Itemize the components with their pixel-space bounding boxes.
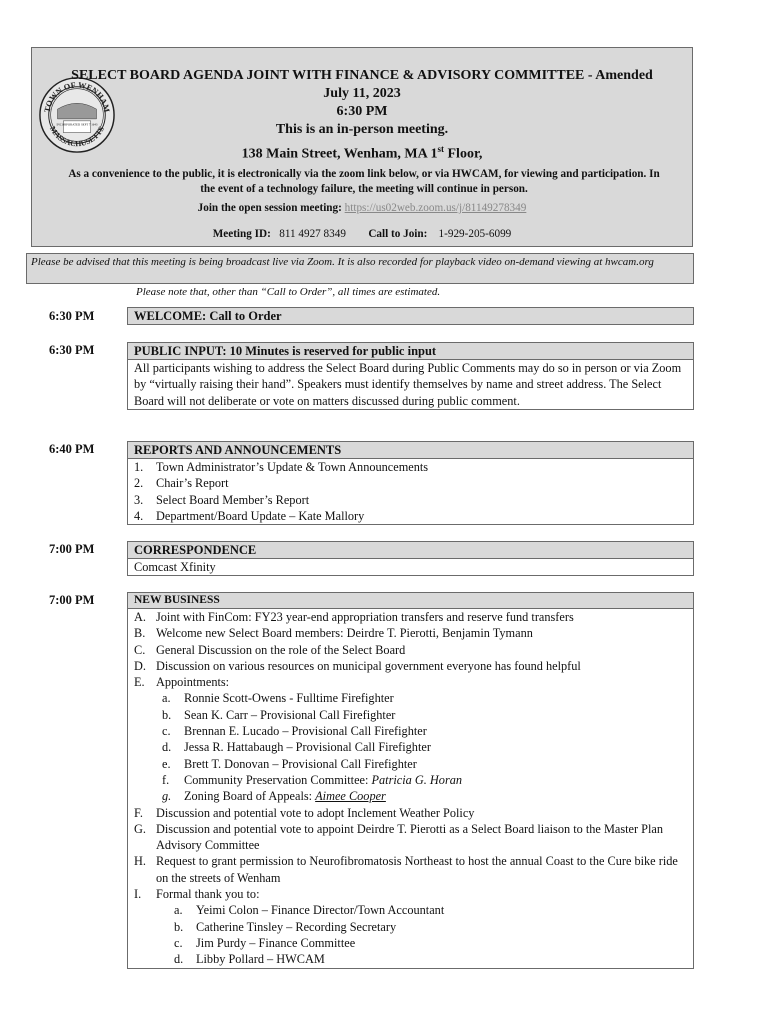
meeting-id-line: Meeting ID: 811 4927 8349 Call to Join: 1-929-205-6099: [212, 228, 512, 240]
meeting-address: 138 Main Street, Wenham, MA 1st Floor,: [241, 144, 483, 162]
zoom-join-line: Join the open session meeting: https://us02web.zoom.us/j/81149278349: [197, 202, 527, 214]
agenda-header: [31, 47, 693, 247]
list-item: E. Appointments:: [134, 675, 230, 690]
appointment-item: d. Jessa R. Hattabaugh – Provisional Call Firefighter: [162, 740, 431, 755]
svg-text:MASSACHUSETTS: MASSACHUSETTS: [47, 124, 106, 149]
meeting-time: 6:30 PM: [336, 104, 388, 119]
meeting-type: This is an in-person meeting.: [275, 122, 449, 137]
correspondence-title: CORRESPONDENCE: [128, 542, 693, 559]
list-item: F. Discussion and potential vote to adopt Inclement Weather Policy: [134, 805, 475, 820]
appointment-item: a. Ronnie Scott-Owens - Fulltime Firefighter: [162, 691, 394, 706]
meeting-date: July 11, 2023: [323, 86, 401, 101]
thanks-item: c. Jim Purdy – Finance Committee: [174, 935, 356, 950]
reports-time: 6:40 PM: [49, 442, 95, 456]
agenda-title: SELECT BOARD AGENDA JOINT WITH FINANCE & ADVISORY COMMITTEE - Amended: [71, 68, 653, 83]
new-business-section: [127, 592, 694, 969]
correspondence-body: Comcast Xfinity: [134, 560, 216, 574]
svg-text:TOWN OF WENHAM: TOWN OF WENHAM: [42, 80, 112, 114]
list-item: 1. Town Administrator’s Update & Town Announcements: [134, 460, 429, 474]
new-business-title: NEW BUSINESS: [128, 593, 693, 609]
list-item: 4. Department/Board Update – Kate Mallory: [134, 508, 365, 523]
public-input-time: 6:30 PM: [49, 343, 95, 357]
public-input-section: [127, 342, 694, 410]
thanks-item: b. Catherine Tinsley – Recording Secretary: [174, 919, 397, 934]
zoom-link[interactable]: https://us02web.zoom.us/j/81149278349: [344, 202, 527, 214]
list-item: C. General Discussion on the role of the Select Board: [134, 642, 406, 657]
svg-text:INCORPORATED SEPT 7 1643: INCORPORATED SEPT 7 1643: [56, 122, 98, 127]
reports-title: REPORTS AND ANNOUNCEMENTS: [128, 442, 693, 459]
appointment-item: f. Community Preservation Committee: Patricia G. Horan: [162, 772, 463, 787]
list-item: 3. Select Board Member’s Report: [134, 492, 310, 507]
appointment-item: g. Zoning Board of Appeals: Aimee Cooper: [162, 789, 386, 804]
appointment-item: c. Brennan E. Lucado – Provisional Call Firefighter: [162, 724, 427, 739]
thanks-item: a. Yeimi Colon – Finance Director/Town Accountant: [174, 903, 445, 918]
call-number: 1-929-205-6099: [438, 228, 512, 240]
list-item: H. Request to grant permission to Neurofibromatosis Northeast to host the annual Coast to the Cure bike ride on the streets of Wenham: [134, 854, 678, 885]
correspondence-section: [127, 541, 694, 576]
reports-section: [127, 441, 694, 525]
thanks-item: d. Libby Pollard – HWCAM: [174, 952, 325, 967]
welcome-section: [127, 307, 694, 325]
public-input-body: All participants wishing to address the Select Board during Public Comments may do so in person or via Zoom by “virtually raising their hand”. Speakers must identify themselves by name and street address. The Select Board will not deliberate or vote on matters discussed during public comment.: [134, 361, 682, 408]
list-item: I. Formal thank you to:: [134, 887, 260, 902]
participation-note: As a convenience to the public, it is electronically via the zoom link below, or via HWCAM, for viewing and participation. In the event of a technology failure, the meeting will continue in person.: [68, 168, 660, 195]
new-business-time: 7:00 PM: [49, 593, 95, 607]
appointment-item: b. Sean K. Carr – Provisional Call Firefighter: [162, 707, 396, 722]
correspondence-time: 7:00 PM: [49, 542, 95, 556]
meeting-id: 811 4927 8349: [279, 228, 346, 240]
estimate-note: Please note that, other than “Call to Order”, all times are estimated.: [136, 286, 441, 298]
list-item: D. Discussion on various resources on municipal government everyone has found helpful: [134, 658, 581, 673]
welcome-time: 6:30 PM: [49, 309, 95, 323]
broadcast-notice: Please be advised that this meeting is being broadcast live via Zoom. It is also recorded for playback video on-demand viewing at hwcam.org: [26, 253, 694, 284]
welcome-title: WELCOME: Call to Order: [128, 308, 693, 324]
list-item: B. Welcome new Select Board members: Deirdre T. Pierotti, Benjamin Tymann: [134, 626, 533, 641]
list-item: 2. Chair’s Report: [134, 476, 229, 491]
public-input-title: PUBLIC INPUT: 10 Minutes is reserved for public input: [128, 343, 693, 360]
appointment-item: e. Brett T. Donovan – Provisional Call Firefighter: [162, 756, 417, 771]
list-item: G. Discussion and potential vote to appoint Deirdre T. Pierotti as a Select Board liaison to the Master Plan Advisory Committee: [134, 821, 664, 853]
list-item: A. Joint with FinCom: FY23 year-end appropriation transfers and reserve fund transfers: [134, 610, 574, 624]
